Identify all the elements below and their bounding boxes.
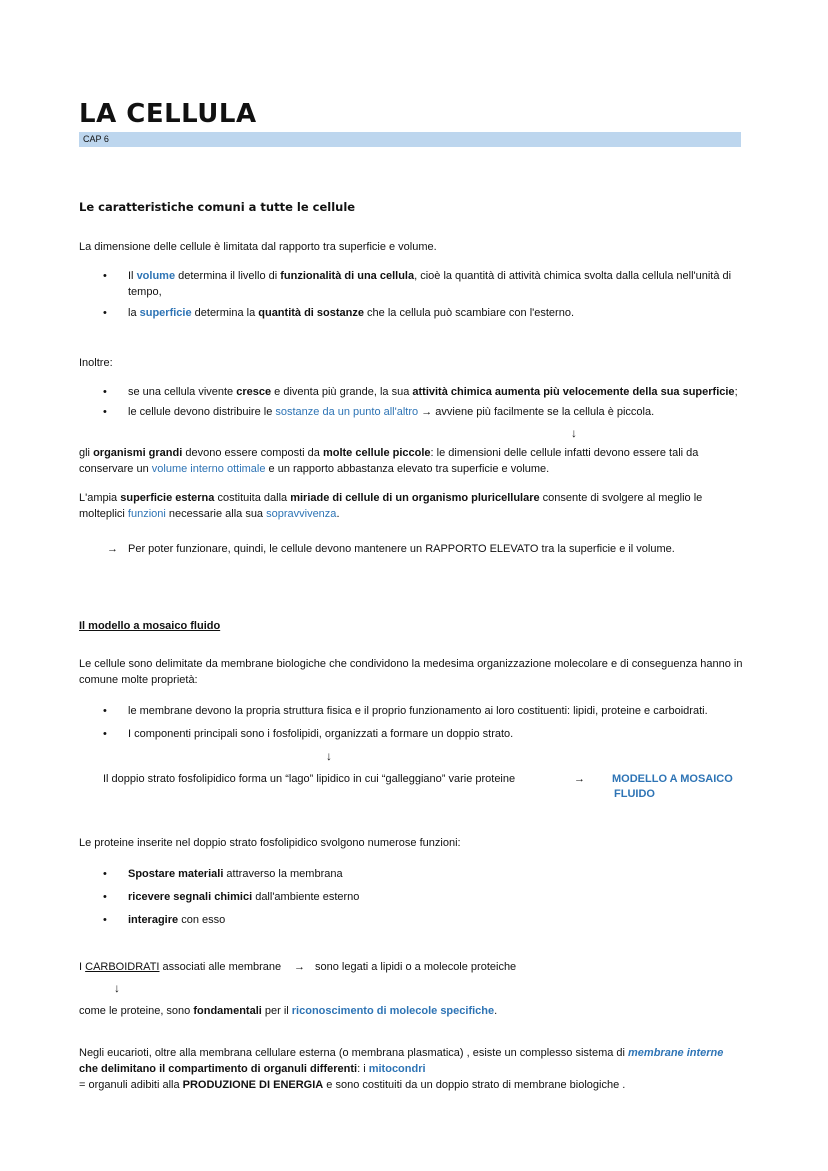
bullet: • [103, 386, 107, 398]
down-arrow-icon: ↓ [571, 426, 577, 440]
paragraph-superficie-esterna: L'ampia superficie esterna costituita dalla miriade di cellule di un organismo pluricellulare consente di svolgere al meglio le molteplici funzioni necessarie alla sua sopravvivenza. [79, 492, 703, 520]
paragraph-proteine: Le proteine inserite nel doppio strato fosfolipidico svolgono numerose funzioni: [79, 837, 461, 849]
right-arrow-icon: → [294, 961, 305, 973]
list-item-fosfolipidi: I componenti principali sono i fosfolipidi, organizzati a formare un doppio strato. [128, 728, 514, 740]
bullet: • [103, 406, 107, 418]
paragraph-carboidrati: I CARBOIDRATI associati alle membrane [79, 961, 282, 973]
down-arrow-icon: ↓ [114, 981, 120, 995]
paragraph-membrane-intro: Le cellule sono delimitate da membrane biologiche che condividono la medesima organizzazione molecolare e di conseguenza hanno in comune molte proprietà: [79, 658, 743, 686]
bullet: • [103, 728, 107, 740]
paragraph-organismi: gli organismi grandi devono essere composti da molte cellule piccole: le dimensioni delle cellule infatti devono essere tali da conservare un volume interno ottimale e un rapporto abbastanza elevato tra superficie e volume. [79, 447, 699, 475]
section-heading-caratteristiche: Le caratteristiche comuni a tutte le cellule [79, 200, 356, 214]
bullet: • [103, 270, 107, 282]
list-item-interagire: interagire con esso [128, 914, 226, 926]
modello-label-line2: FLUIDO [614, 788, 655, 800]
section-heading-mosaico: Il modello a mosaico fluido [79, 620, 221, 632]
list-item-superficie: la superficie determina la quantità di sostanze che la cellula può scambiare con l'esterno. [128, 307, 574, 319]
list-item-membrane: le membrane devono la propria struttura fisica e il proprio funzionamento ai loro costituenti: lipidi, proteine e carboidrati. [128, 705, 708, 717]
list-item-segnali: ricevere segnali chimici dall'ambiente esterno [128, 891, 360, 903]
page-title: LA CELLULA [79, 99, 257, 129]
paragraph-eucarioti: Negli eucarioti, oltre alla membrana cellulare esterna (o membrana plasmatica) , esiste un complesso sistema di membrane interne che delimitano il compartimento di organuli differenti: i mitocondri = organuli adibiti alla PRODUZIONE DI ENERGIA e sono costituiti da un doppio strato di membrane biologiche . [79, 1047, 724, 1091]
bullet: • [103, 868, 107, 880]
list-item-volume: Il volume determina il livello di funzionalità di una cellula, cioè la quantità di attività chimica svolta dalla cellula nell'unità di tempo, [128, 270, 732, 298]
list-item-cresce: se una cellula vivente cresce e diventa più grande, la sua attività chimica aumenta più velocemente della sua superficie; [128, 386, 738, 398]
carboidrati-legati-text: sono legati a lipidi o a molecole proteiche [315, 961, 517, 973]
right-arrow-icon: → [107, 543, 118, 555]
bullet: • [103, 705, 107, 717]
right-arrow-icon: → [574, 773, 585, 785]
bullet: • [103, 914, 107, 926]
bullet: • [103, 307, 107, 319]
lago-lipidico-text: Il doppio strato fosfolipidico forma un “lago” lipidico in cui “galleggiano” varie proteine [103, 773, 516, 785]
chapter-bar [79, 132, 741, 147]
modello-label-line1: MODELLO A MOSAICO [612, 773, 733, 785]
list-item-distribuire: le cellule devono distribuire le sostanze da un punto all'altro → avviene più facilmente se la cellula è piccola. [128, 406, 655, 418]
paragraph-conclusion: Per poter funzionare, quindi, le cellule devono mantenere un RAPPORTO ELEVATO tra la superficie e il volume. [128, 543, 675, 555]
paragraph-riconoscimento: come le proteine, sono fondamentali per il riconoscimento di molecole specifiche. [79, 1005, 498, 1017]
down-arrow-icon: ↓ [326, 749, 332, 763]
paragraph-intro: La dimensione delle cellule è limitata dal rapporto tra superficie e volume. [79, 241, 437, 253]
chapter-label: CAP 6 [83, 134, 109, 144]
list-item-spostare: Spostare materiali attraverso la membrana [128, 868, 343, 880]
bullet: • [103, 891, 107, 903]
paragraph-inoltre: Inoltre: [79, 357, 113, 369]
